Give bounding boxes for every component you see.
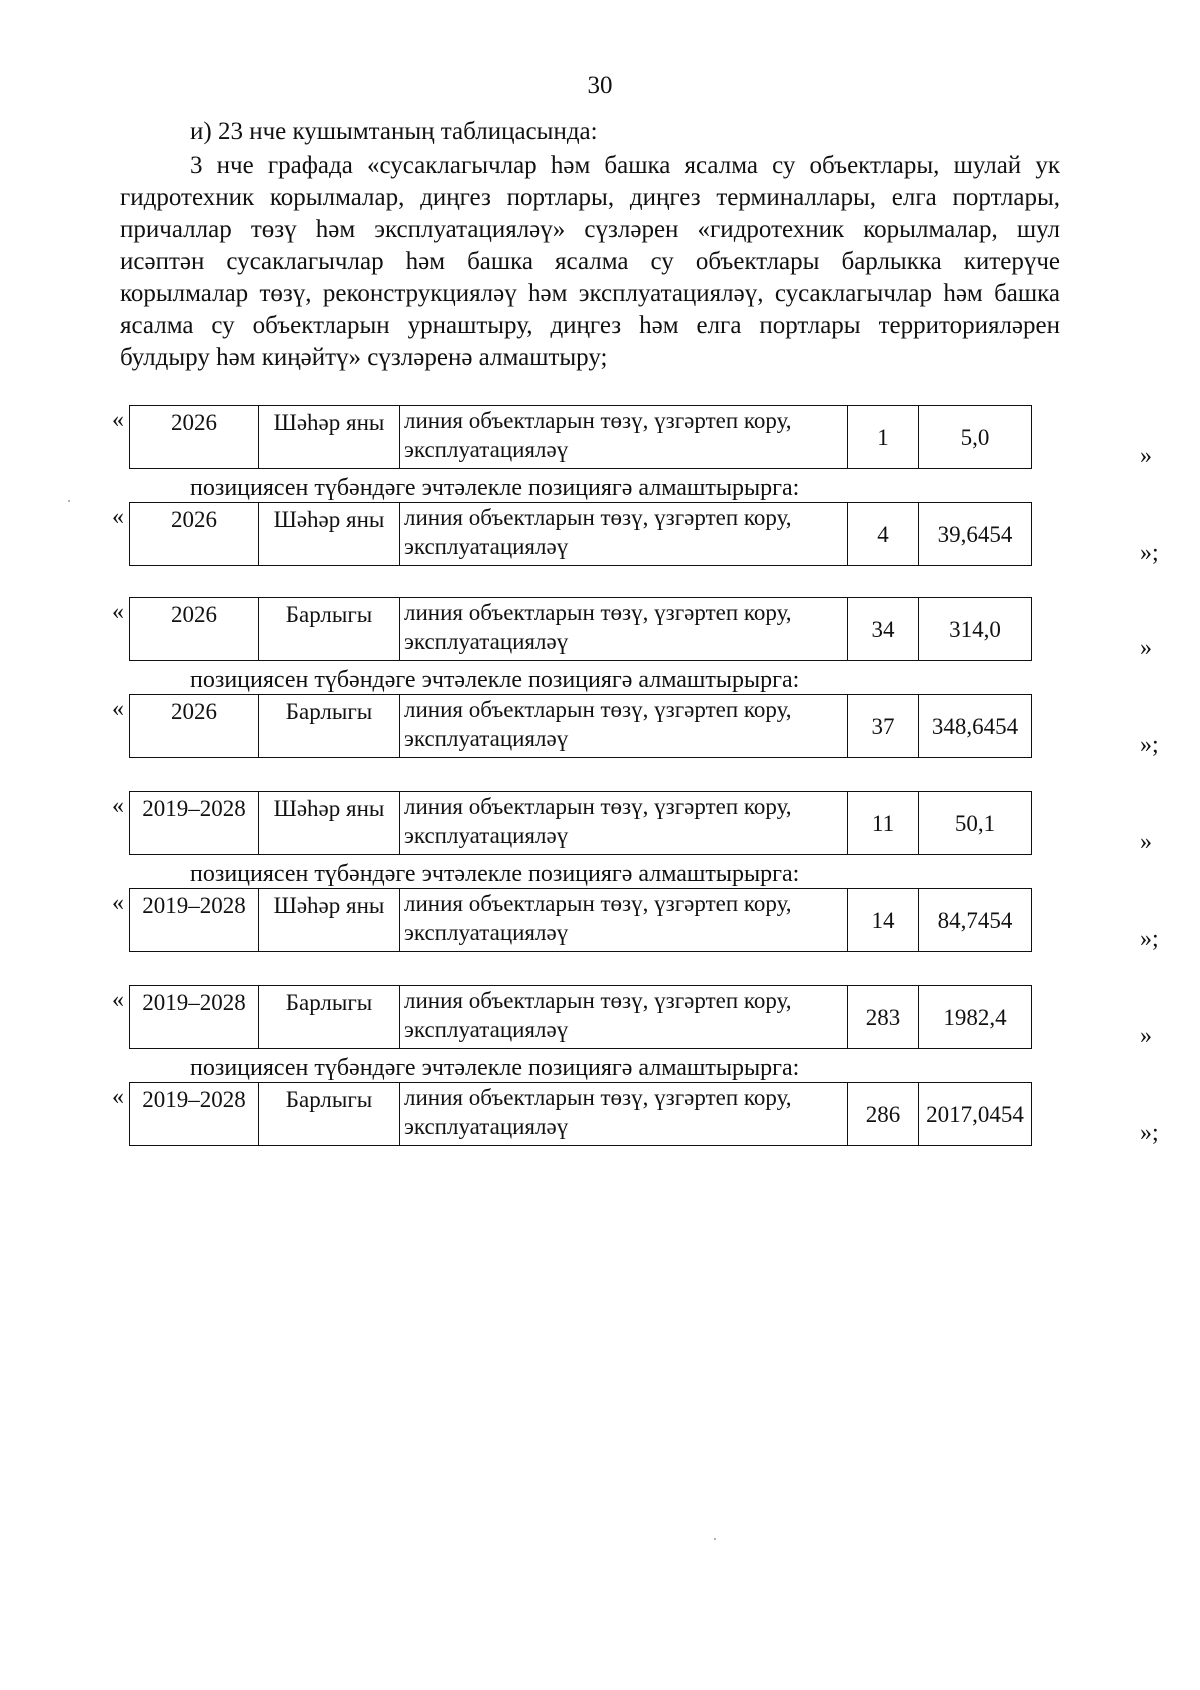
area-cell: Барлыгы — [259, 695, 400, 758]
area-cell: Барлыгы — [259, 986, 400, 1049]
new-row-table — [129, 502, 1032, 566]
description-cell: линия объектларын төзү, үзгәртеп кору, эксплуатацияләү — [400, 792, 848, 855]
opening-quote: « — [112, 890, 124, 916]
year-cell: 2019–2028 — [130, 889, 259, 952]
year-cell: 2026 — [130, 503, 259, 566]
table-row — [130, 986, 1032, 1049]
count-cell: 1 — [848, 406, 919, 469]
opening-quote: « — [112, 793, 124, 819]
area-cell: Шәһәр яны — [259, 406, 400, 469]
closing-quote-semicolon: »; — [1140, 926, 1159, 952]
table-row — [130, 406, 1032, 469]
year-cell: 2026 — [130, 598, 259, 661]
description-cell: линия объектларын төзү, үзгәртеп кору, эксплуатацияләү — [400, 889, 848, 952]
count-cell: 283 — [848, 986, 919, 1049]
replace-instruction: позициясен түбәндәге эчтәлекле позициягә алмаштырырга: — [190, 1055, 800, 1081]
area-cell: Барлыгы — [259, 1083, 400, 1146]
count-cell: 11 — [848, 792, 919, 855]
area-cell: Шәһәр яны — [259, 792, 400, 855]
value-cell: 84,7454 — [919, 889, 1032, 952]
amendment-heading: и) 23 нче кушымтаның таблицасында: — [190, 118, 598, 145]
closing-quote-semicolon: »; — [1140, 732, 1159, 758]
value-cell: 1982,4 — [919, 986, 1032, 1049]
old-row-block — [110, 985, 1152, 1051]
old-row-block — [110, 597, 1152, 663]
description-cell: линия объектларын төзү, үзгәртеп кору, эксплуатацияләү — [400, 503, 848, 566]
scan-speck — [68, 500, 70, 502]
replace-instruction: позициясен түбәндәге эчтәлекле позициягә алмаштырырга: — [190, 667, 800, 693]
table-row — [130, 1083, 1032, 1146]
old-row-table — [129, 405, 1032, 469]
description-cell: линия объектларын төзү, үзгәртеп кору, эксплуатацияләү — [400, 695, 848, 758]
old-row-table — [129, 985, 1032, 1049]
old-row-table — [129, 597, 1032, 661]
year-cell: 2026 — [130, 406, 259, 469]
new-row-table — [129, 1082, 1032, 1146]
opening-quote: « — [112, 1084, 124, 1110]
table-row — [130, 503, 1032, 566]
description-cell: линия объектларын төзү, үзгәртеп кору, эксплуатацияләү — [400, 598, 848, 661]
area-cell: Шәһәр яны — [259, 503, 400, 566]
year-cell: 2026 — [130, 695, 259, 758]
opening-quote: « — [112, 407, 124, 433]
count-cell: 286 — [848, 1083, 919, 1146]
old-row-block — [110, 405, 1152, 471]
description-cell: линия объектларын төзү, үзгәртеп кору, эксплуатацияләү — [400, 1083, 848, 1146]
year-cell: 2019–2028 — [130, 792, 259, 855]
replace-instruction: позициясен түбәндәге эчтәлекле позициягә алмаштырырга: — [190, 475, 800, 501]
closing-quote: » — [1140, 443, 1152, 469]
new-row-block — [110, 694, 1159, 760]
value-cell: 2017,0454 — [919, 1083, 1032, 1146]
opening-quote: « — [112, 599, 124, 625]
count-cell: 37 — [848, 695, 919, 758]
year-cell: 2019–2028 — [130, 986, 259, 1049]
description-cell: линия объектларын төзү, үзгәртеп кору, эксплуатацияләү — [400, 406, 848, 469]
table-row — [130, 889, 1032, 952]
count-cell: 34 — [848, 598, 919, 661]
table-row — [130, 695, 1032, 758]
value-cell: 39,6454 — [919, 503, 1032, 566]
scan-speck — [714, 1538, 716, 1540]
old-row-table — [129, 791, 1032, 855]
area-cell: Шәһәр яны — [259, 889, 400, 952]
opening-quote: « — [112, 696, 124, 722]
closing-quote-semicolon: »; — [1140, 540, 1159, 566]
area-cell: Барлыгы — [259, 598, 400, 661]
amendment-paragraph: 3 нче графада «сусаклагычлар һәм башка ясалма су объектлары, шулай ук гидротехник корылмалар, диңгез портлары, диңгез терминаллары, елга портлары, причаллар төзү һәм эксплуатацияләү» сүзләрен «гидротехник корылмалар, шул исәптән сусаклагычлар һәм башка ясалма су объектлары барлыкка китерүче корылмалар төзү, реконструкцияләү һәм эксплуатацияләү, сусаклагычлар һәм башка ясалма су объектларын урнаштыру, диңгез һәм елга портлары территорияләрен булдыру һәм киңәйтү» сүзләренә алмаштыру; — [120, 152, 1060, 371]
year-cell: 2019–2028 — [130, 1083, 259, 1146]
page-number: 30 — [587, 72, 613, 99]
value-cell: 314,0 — [919, 598, 1032, 661]
new-row-table — [129, 694, 1032, 758]
closing-quote: » — [1140, 829, 1152, 855]
table-row — [130, 792, 1032, 855]
opening-quote: « — [112, 504, 124, 530]
new-row-block — [110, 1082, 1159, 1148]
opening-quote: « — [112, 987, 124, 1013]
new-row-table — [129, 888, 1032, 952]
closing-quote-semicolon: »; — [1140, 1120, 1159, 1146]
replace-instruction: позициясен түбәндәге эчтәлекле позициягә алмаштырырга: — [190, 861, 800, 887]
value-cell: 348,6454 — [919, 695, 1032, 758]
old-row-block — [110, 791, 1152, 857]
count-cell: 14 — [848, 889, 919, 952]
new-row-block — [110, 888, 1159, 954]
description-cell: линия объектларын төзү, үзгәртеп кору, эксплуатацияләү — [400, 986, 848, 1049]
closing-quote: » — [1140, 1023, 1152, 1049]
count-cell: 4 — [848, 503, 919, 566]
closing-quote: » — [1140, 635, 1152, 661]
table-row — [130, 598, 1032, 661]
value-cell: 5,0 — [919, 406, 1032, 469]
value-cell: 50,1 — [919, 792, 1032, 855]
new-row-block — [110, 502, 1159, 568]
